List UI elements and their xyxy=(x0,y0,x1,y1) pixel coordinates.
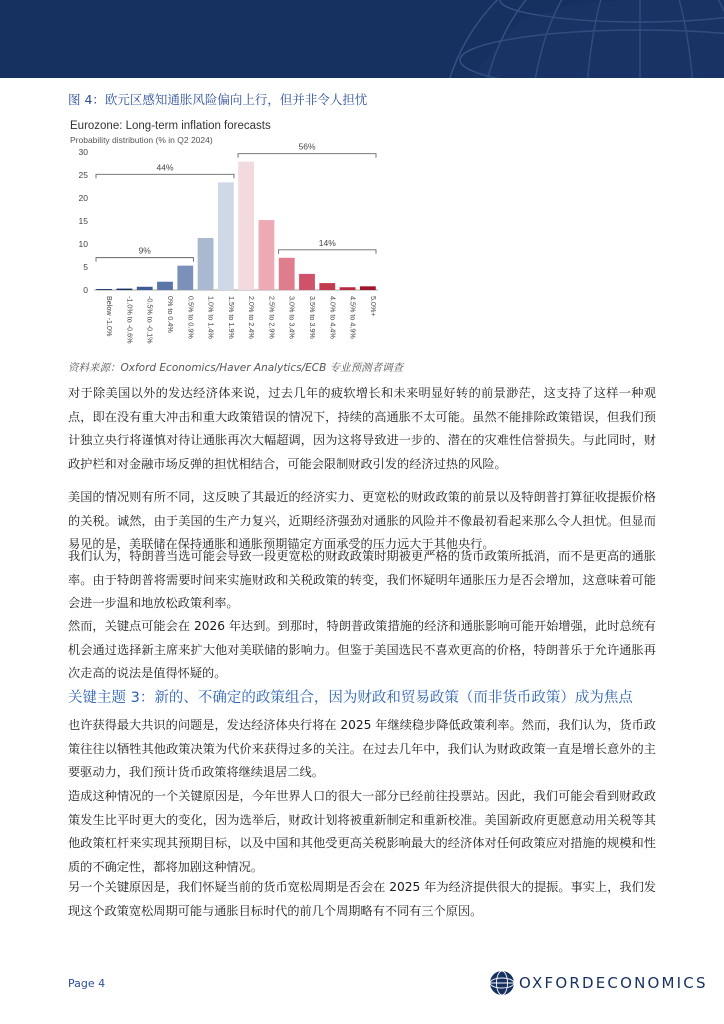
bracket-label: 44% xyxy=(156,162,174,173)
bracket xyxy=(96,258,193,262)
x-tick-label: 1.5% to 1.9% xyxy=(226,296,236,339)
bar xyxy=(340,287,356,290)
bar xyxy=(299,274,315,290)
x-tick-label: 2.5% to 2.9% xyxy=(267,296,277,339)
y-tick-label: 20 xyxy=(78,193,88,203)
y-tick-label: 15 xyxy=(78,216,88,226)
chart-svg xyxy=(66,115,386,355)
y-tick-label: 25 xyxy=(78,170,88,180)
bar xyxy=(238,162,254,290)
chart-title: Eurozone: Long-term inflation forecasts xyxy=(70,120,271,132)
paragraph-2: 美国的情况则有所不同，这反映了其最近的经济实力、更宽松的财政政策的前景以及特朗普打算征收提振价格的关税。诚然，由于美国的生产力复兴，近期经济强劲对通胀的风险并不像最初看起来那么令人担忧。但显而易见的是，美联储在保持通胀和通胀预期锚定方面承受的压力远大于其他央行。 xyxy=(68,490,656,551)
x-tick-label: 5.0%+ xyxy=(368,296,378,317)
globe-graphic-icon xyxy=(0,0,724,78)
bracket-label: 56% xyxy=(298,141,316,152)
oxford-economics-logo xyxy=(489,968,709,998)
bracket xyxy=(96,174,234,178)
section-heading: 关键主题 3：新的、不确定的政策组合，因为财政和贸易政策（而非货币政策）成为焦点 xyxy=(68,690,633,706)
figure-source: 资料来源：Oxford Economics/Haver Analytics/ECB 专业预测者调查 xyxy=(68,362,404,374)
logo-text: OXFORDECONOMICS xyxy=(519,974,708,992)
bar xyxy=(177,266,193,290)
chart xyxy=(66,115,386,355)
x-tick-label: 4.0% to 4.4% xyxy=(328,296,338,339)
paragraph-4: 然而，关键点可能会在 2026 年达到。到那时，特朗普政策措施的经济和通胀影响可能开始增强，此时总统有机会通过选择新主席来扩大他对美联储的影响力。但鉴于美国选民不喜欢更高的价格，特朗普乐于允许通胀再次走高的说法是值得怀疑的。 xyxy=(68,619,656,680)
x-tick-label: -0.5% to -0.1% xyxy=(145,296,155,344)
y-tick-label: 10 xyxy=(78,239,88,249)
figure-caption: 图 4：欧元区感知通胀风险偏向上行，但并非令人担忧 xyxy=(68,92,368,107)
paragraph-5: 也许获得最大共识的问题是，发达经济体央行将在 2025 年继续稳步降低政策利率。然而，我们认为，货币政策往往以牺牲其他政策决策为代价来获得过多的关注。在过去几年中，我们认为财政政策一直是增长意外的主要驱动力，我们预计货币政策将继续退居二线。 xyxy=(68,718,656,779)
paragraph-6: 造成这种情况的一个关键原因是，今年世界人口的很大一部分已经前往投票站。因此，我们可能会看到财政政策发生比平时更大的变化，因为选举后，财政计划将被重新制定和重新校准。美国新政府更愿意动用关税等其他政策杠杆来实现其预期目标，以及中国和其他受更高关税影响最大的经济体对任何政策应对措施的规模和性质的不确定性，都将加剧这种情况。 xyxy=(68,789,656,874)
x-tick-label: Below -1.0% xyxy=(105,296,115,337)
x-tick-label: 3.0% to 3.4% xyxy=(287,296,297,339)
bracket xyxy=(279,250,376,254)
bar xyxy=(279,258,295,290)
bracket-label: 9% xyxy=(138,245,151,256)
page-number: Page 4 xyxy=(68,977,106,990)
x-tick-label: 1.0% to 1.4% xyxy=(206,296,216,339)
y-tick-label: 5 xyxy=(83,262,88,272)
paragraph-1: 对于除美国以外的发达经济体来说，过去几年的疲软增长和未来明显好转的前景渺茫，这支持了这样一种观点，即在没有重大冲击和重大政策错误的情况下，持续的高通胀不太可能。虽然不能排除政策错误，但我们预计独立央行将谨慎对待让通胀再次大幅超调，因为这将导致进一步的、潜在的灾难性信誉损失。与此同时，财政护栏和对金融市场反弹的担忧相结合，可能会限制财政引发的经济过热的风险。 xyxy=(68,386,656,471)
bar xyxy=(218,182,234,290)
x-tick-label: -1.0% to -0.6% xyxy=(125,296,135,344)
bar xyxy=(360,286,376,290)
paragraph-3: 我们认为，特朗普当选可能会导致一段更宽松的财政政策时期被更严格的货币政策所抵消，而不是更高的通胀率。由于特朗普将需要时间来实施财政和关税政策的转变，我们怀疑明年通胀压力是否会增加，这意味着可能会进一步温和地放松政策利率。 xyxy=(68,549,656,610)
x-tick-label: 0% to 0.4% xyxy=(166,296,175,333)
chart-subtitle: Probability distribution (% in Q2 2024) xyxy=(70,135,213,145)
paragraph-7: 另一个关键原因是，我们怀疑当前的货币宽松周期是否会在 2025 年为经济提供很大的提振。事实上，我们发现这个政策宽松周期可能与通胀目标时代的前几个周期略有不同有三个原因。 xyxy=(68,880,656,918)
y-tick-label: 30 xyxy=(78,147,88,157)
bar xyxy=(319,283,335,290)
bar xyxy=(259,220,275,290)
bar xyxy=(137,287,153,290)
bar xyxy=(96,289,112,290)
header-band xyxy=(0,0,724,78)
bar xyxy=(157,282,173,290)
bar xyxy=(198,238,214,290)
bracket xyxy=(238,154,376,158)
bracket-label: 14% xyxy=(318,237,336,248)
bar xyxy=(117,289,133,290)
x-tick-label: 4.5% to 4.9% xyxy=(348,296,358,339)
globe-logo-icon xyxy=(489,970,515,996)
x-tick-label: 2.0% to 2.4% xyxy=(247,296,257,339)
x-tick-label: 0.5% to 0.9% xyxy=(186,296,196,339)
y-tick-label: 0 xyxy=(83,285,88,295)
x-tick-label: 3.5% to 3.9% xyxy=(308,296,317,339)
